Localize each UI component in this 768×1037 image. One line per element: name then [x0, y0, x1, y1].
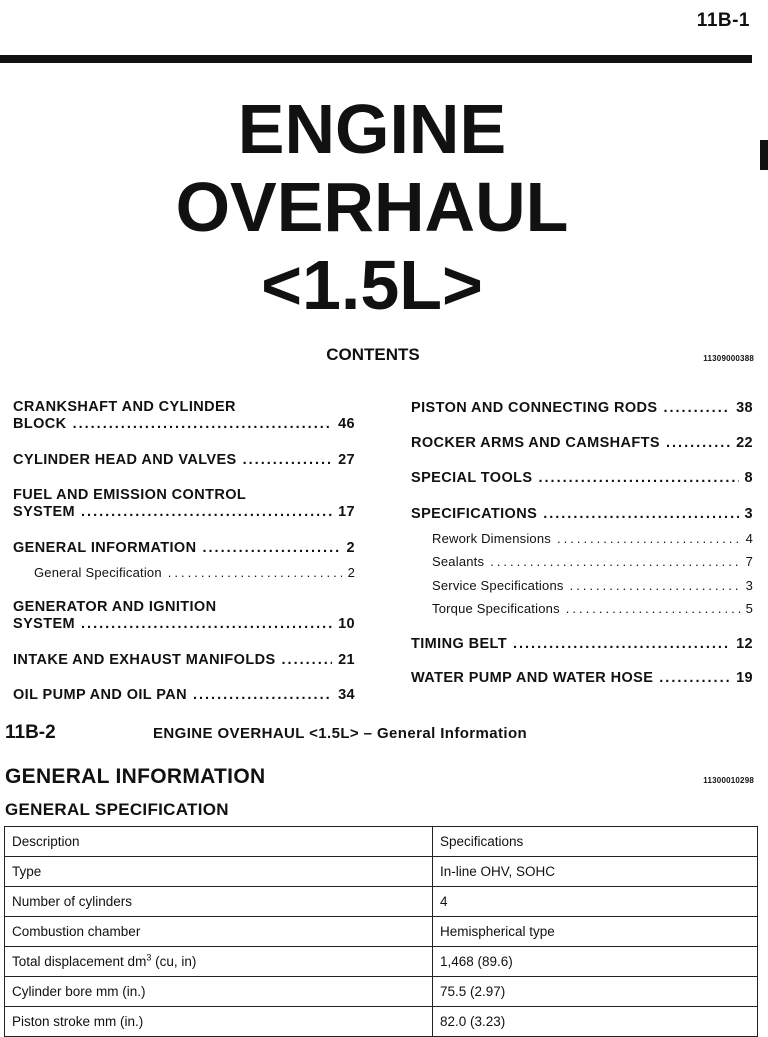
toc-entry-special-tools[interactable] [411, 470, 753, 487]
toc-label: Rework Dimensions [432, 531, 551, 546]
table-cell: Piston stroke mm (in.) [5, 1007, 433, 1037]
table-header-cell: Description [5, 827, 433, 857]
toc-entry-water-pump[interactable] [411, 670, 753, 687]
table-cell: In-line OHV, SOHC [433, 857, 758, 887]
toc-page: 22 [736, 435, 753, 451]
table-header-cell: Specifications [433, 827, 758, 857]
table-cell: Combustion chamber [5, 917, 433, 947]
toc-label: OIL PUMP AND OIL PAN [13, 687, 187, 703]
toc-label-line1: FUEL AND EMISSION CONTROL [13, 487, 247, 503]
leader-dots [566, 601, 740, 617]
toc-subentry-rework-dimensions[interactable] [432, 531, 753, 547]
toc-page: 12 [736, 636, 753, 652]
toc-entry-specifications[interactable] [411, 506, 753, 523]
toc-page: 10 [338, 616, 355, 632]
toc-entry-general-information[interactable] [13, 540, 355, 557]
toc-label: TIMING BELT [411, 636, 507, 652]
section-code: 11300010298 [703, 776, 754, 785]
toc-entry-rocker-arms[interactable] [411, 435, 753, 452]
table-row [5, 887, 758, 917]
displacement-label: Total displacement dm [12, 954, 147, 969]
table-row [5, 977, 758, 1007]
toc-label: SYSTEM [13, 504, 76, 520]
toc-page: 19 [736, 670, 753, 686]
toc-entry-intake-exhaust[interactable] [13, 652, 355, 669]
leader-dots [539, 470, 739, 487]
leader-dots [513, 636, 730, 653]
toc-entry-piston[interactable] [411, 400, 753, 417]
toc-entry-fuel-emission[interactable] [13, 487, 355, 521]
leader-dots [81, 504, 332, 521]
leader-dots [81, 616, 332, 633]
toc-label: SYSTEM [13, 616, 76, 632]
toc-subentry-sealants[interactable] [432, 554, 753, 570]
leader-dots [663, 400, 730, 417]
section-heading: GENERAL INFORMATION [5, 765, 266, 788]
running-header-section: General Information [376, 725, 528, 742]
subsection-heading: GENERAL SPECIFICATION [5, 800, 229, 819]
toc-subentry-general-specification[interactable] [34, 565, 355, 581]
displacement-suffix: (cu, in) [151, 954, 197, 969]
leader-dots [570, 578, 740, 594]
leader-dots [193, 687, 332, 704]
table-cell: 82.0 (3.23) [433, 1007, 758, 1037]
toc-page: 8 [744, 470, 753, 486]
toc-page: 3 [745, 578, 753, 593]
running-header-title [153, 725, 527, 742]
running-header-dash: – [363, 725, 373, 742]
toc-label: SPECIAL TOOLS [411, 470, 533, 486]
top-rule [0, 55, 752, 63]
leader-dots [202, 540, 340, 557]
table-cell: Type [5, 857, 433, 887]
toc-page: 38 [736, 400, 753, 416]
toc-page: 17 [338, 504, 355, 520]
toc-label: SPECIFICATIONS [411, 506, 538, 522]
leader-dots [543, 506, 738, 523]
toc-label: WATER PUMP AND WATER HOSE [411, 670, 654, 686]
page-number: 11B-1 [696, 10, 750, 31]
table-cell: Number of cylinders [5, 887, 433, 917]
toc-label: CYLINDER HEAD AND VALVES [13, 452, 237, 468]
section-edge-tab [760, 140, 768, 170]
leader-dots [666, 435, 730, 452]
toc-page: 27 [338, 452, 355, 468]
title-line-1: ENGINE [237, 90, 507, 168]
toc-entry-generator-ignition[interactable] [13, 599, 355, 633]
toc-subentry-torque-specifications[interactable] [432, 601, 753, 617]
table-cell: 1,468 (89.6) [433, 947, 758, 977]
leader-dots [659, 670, 730, 687]
leader-dots [168, 565, 342, 581]
toc-entry-timing-belt[interactable] [411, 636, 753, 653]
leader-dots [243, 452, 332, 469]
toc-label: GENERAL INFORMATION [13, 540, 197, 556]
title-line-2: OVERHAUL [175, 168, 569, 246]
toc-label: BLOCK [13, 416, 67, 432]
general-specification-table [4, 826, 758, 1037]
toc-label-line1: GENERATOR AND IGNITION [13, 599, 217, 615]
table-cell: Hemispherical type [433, 917, 758, 947]
toc-page: 5 [745, 601, 753, 616]
toc-entry-cylinder-head[interactable] [13, 452, 355, 469]
running-header-main: ENGINE OVERHAUL <1.5L> [153, 725, 360, 742]
toc-page: 46 [338, 416, 355, 432]
leader-dots [490, 554, 739, 570]
toc-page: 3 [744, 506, 753, 522]
toc-label: Torque Specifications [432, 601, 560, 616]
table-cell [5, 947, 433, 977]
toc-label: General Specification [34, 565, 162, 580]
toc-label: Sealants [432, 554, 485, 569]
toc-label-line1: CRANKSHAFT AND CYLINDER [13, 399, 236, 415]
table-cell: 75.5 (2.97) [433, 977, 758, 1007]
toc-page: 2 [346, 540, 355, 556]
leader-dots [73, 416, 333, 433]
table-cell: 4 [433, 887, 758, 917]
toc-page: 34 [338, 687, 355, 703]
toc-subentry-service-specifications[interactable] [432, 578, 753, 594]
toc-label: Service Specifications [432, 578, 564, 593]
table-row [5, 1007, 758, 1037]
toc-label: PISTON AND CONNECTING RODS [411, 400, 658, 416]
toc-label: INTAKE AND EXHAUST MANIFOLDS [13, 652, 276, 668]
toc-page: 2 [347, 565, 355, 580]
leader-dots [282, 652, 333, 669]
toc-page: 21 [338, 652, 355, 668]
title-line-3: <1.5L> [261, 246, 483, 324]
contents-heading: CONTENTS [326, 345, 420, 364]
table-row [5, 947, 758, 977]
toc-label: ROCKER ARMS AND CAMSHAFTS [411, 435, 660, 451]
table-row [5, 857, 758, 887]
toc-entry-crankshaft[interactable] [13, 399, 355, 433]
running-page-number: 11B-2 [5, 722, 56, 743]
contents-code: 11309000388 [703, 354, 754, 363]
displacement-superscript: 3 [146, 952, 152, 963]
leader-dots [557, 531, 740, 547]
toc-entry-oil-pump[interactable] [13, 687, 355, 704]
table-cell: Cylinder bore mm (in.) [5, 977, 433, 1007]
toc-page: 4 [745, 531, 753, 546]
table-row [5, 917, 758, 947]
toc-page: 7 [745, 554, 753, 569]
table-header-row [5, 827, 758, 857]
